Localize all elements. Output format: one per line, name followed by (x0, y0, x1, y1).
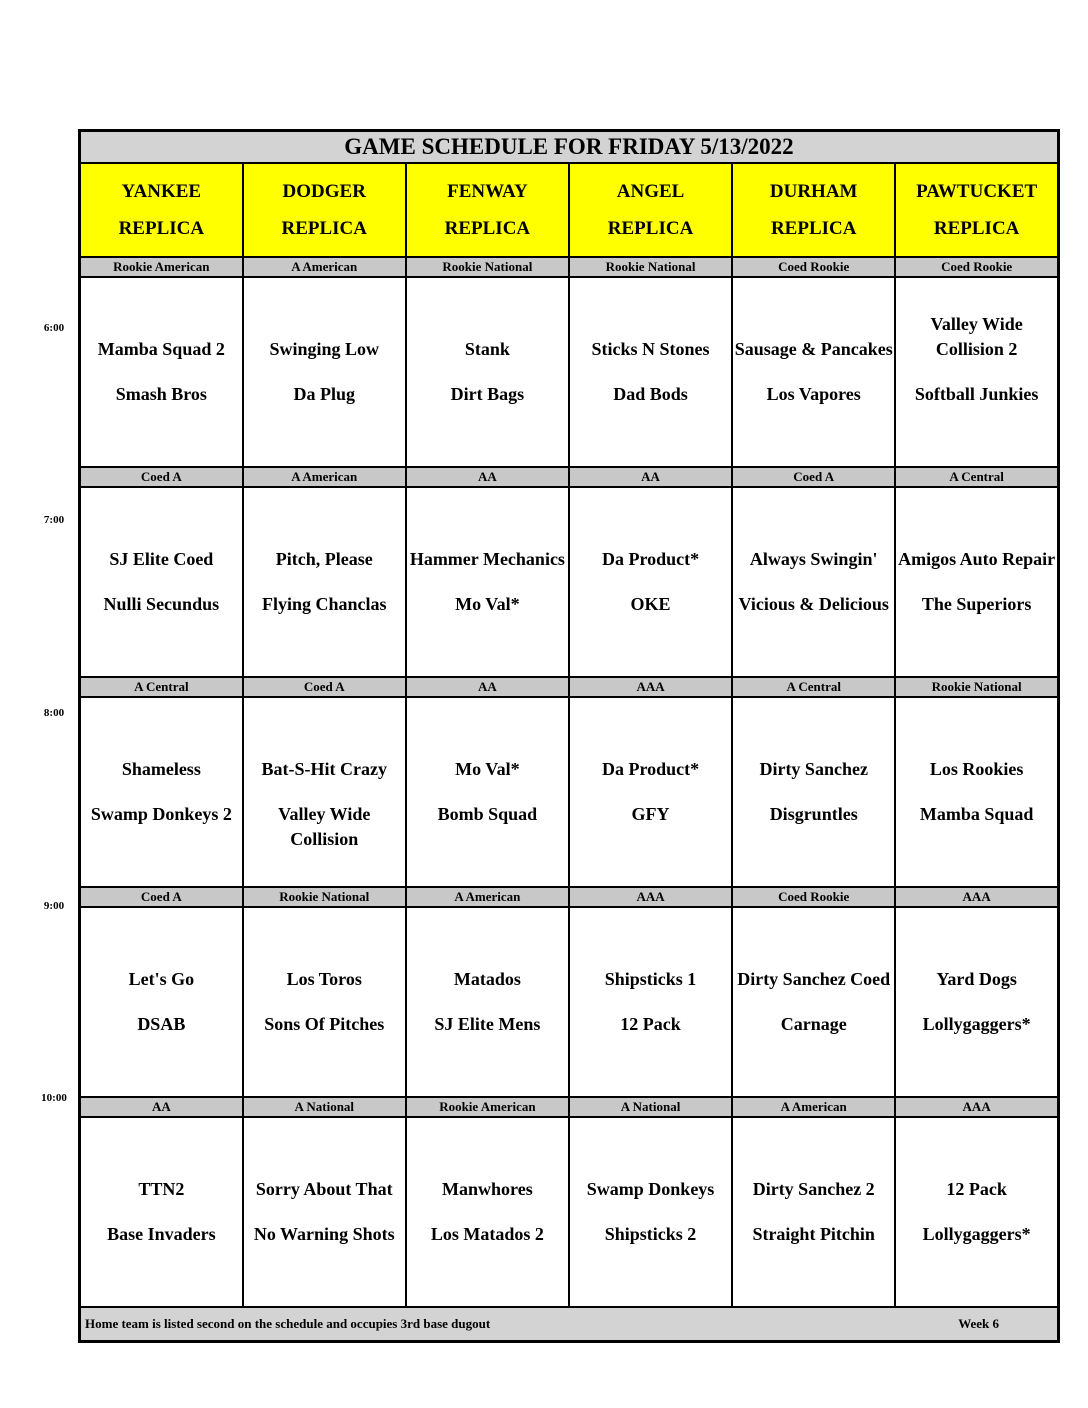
away-team: Swinging Low (243, 277, 406, 382)
away-team-row (80, 487, 1059, 592)
division-label: Coed A (80, 887, 243, 907)
away-team: Mamba Squad 2 (80, 277, 243, 382)
away-team: Mo Val* (406, 697, 569, 802)
home-team: Sons Of Pitches (243, 1012, 406, 1097)
division-row (80, 467, 1059, 487)
field-name: PAWTUCKET (916, 181, 1038, 202)
away-team-row (80, 277, 1059, 382)
field-name: YANKEE (121, 181, 202, 202)
away-team: Hammer Mechanics (406, 487, 569, 592)
home-team: Dad Bods (569, 382, 732, 467)
division-label: AA (406, 677, 569, 697)
away-team: Let's Go (80, 907, 243, 1012)
division-row (80, 677, 1059, 697)
division-label: Coed Rookie (732, 887, 895, 907)
footer-row (80, 1307, 1059, 1342)
away-team: Manwhores (406, 1117, 569, 1222)
footer-note: Home team is listed second on the schedule and occupies 3rd base dugout (85, 1316, 491, 1331)
away-team: Stank (406, 277, 569, 382)
division-label: AAA (569, 677, 732, 697)
away-team: Swamp Donkeys (569, 1117, 732, 1222)
division-label: A Central (732, 677, 895, 697)
division-label: Coed A (732, 467, 895, 487)
away-team: Bat-S-Hit Crazy (243, 697, 406, 802)
home-team: Swamp Donkeys 2 (80, 802, 243, 887)
home-team-row (80, 592, 1059, 677)
away-team: Shipsticks 1 (569, 907, 732, 1012)
division-label: AAA (895, 1097, 1058, 1117)
away-team: Matados (406, 907, 569, 1012)
away-team: Los Rookies (895, 697, 1058, 802)
field-subtitle: REPLICA (770, 218, 857, 239)
division-label: A American (406, 887, 569, 907)
field-subtitle: REPLICA (281, 218, 367, 239)
home-team: 12 Pack (569, 1012, 732, 1097)
field-subtitle: REPLICA (933, 218, 1020, 239)
time-label: 7:00 (43, 514, 65, 526)
field-name: DODGER (282, 181, 366, 202)
time-label: 9:00 (43, 900, 65, 912)
division-row (80, 257, 1059, 277)
away-team-row (80, 907, 1059, 1012)
home-team: Mo Val* (406, 592, 569, 677)
home-team: Los Vapores (732, 382, 895, 467)
division-label: Coed Rookie (895, 257, 1058, 277)
home-team: Bomb Squad (406, 802, 569, 887)
away-team: Shameless (80, 697, 243, 802)
page-title: GAME SCHEDULE FOR FRIDAY 5/13/2022 (80, 131, 1059, 164)
field-header-fenway (406, 163, 569, 257)
away-team: Sorry About That (243, 1117, 406, 1222)
division-label: Rookie American (406, 1097, 569, 1117)
home-team-row (80, 1012, 1059, 1097)
home-team: The Superiors (895, 592, 1058, 677)
home-team: GFY (569, 802, 732, 887)
home-team: Lollygaggers* (895, 1012, 1058, 1097)
time-label: 6:00 (43, 322, 65, 334)
home-team: Lollygaggers* (895, 1222, 1058, 1307)
home-team: Carnage (732, 1012, 895, 1097)
home-team: No Warning Shots (243, 1222, 406, 1307)
away-team: Sausage & Pancakes (732, 277, 895, 382)
home-team: Disgruntles (732, 802, 895, 887)
division-label: A National (569, 1097, 732, 1117)
away-team-row (80, 697, 1059, 802)
away-team: Always Swingin' (732, 487, 895, 592)
away-team: Amigos Auto Repair (895, 487, 1058, 592)
away-team: Valley Wide Collision 2 (895, 277, 1058, 382)
division-row (80, 887, 1059, 907)
home-team: Mamba Squad (895, 802, 1058, 887)
away-team-row (80, 1117, 1059, 1222)
division-label: AA (406, 467, 569, 487)
division-label: Rookie National (895, 677, 1058, 697)
field-subtitle: REPLICA (118, 218, 205, 239)
home-team-row (80, 382, 1059, 467)
division-label: Coed A (243, 677, 406, 697)
footer (80, 1307, 1059, 1342)
time-column (0, 0, 78, 1408)
home-team: Smash Bros (80, 382, 243, 467)
field-subtitle: REPLICA (607, 218, 694, 239)
home-team: Vicious & Delicious (732, 592, 895, 677)
division-label: A National (243, 1097, 406, 1117)
away-team: Pitch, Please (243, 487, 406, 592)
away-team: Dirty Sanchez 2 (732, 1117, 895, 1222)
away-team: Da Product* (569, 487, 732, 592)
away-team: Da Product* (569, 697, 732, 802)
away-team: Sticks N Stones (569, 277, 732, 382)
field-header-durham (732, 163, 895, 257)
home-team: OKE (569, 592, 732, 677)
week-label: Week 6 (958, 1316, 999, 1331)
division-label: Rookie National (406, 257, 569, 277)
home-team: Flying Chanclas (243, 592, 406, 677)
away-team: Los Toros (243, 907, 406, 1012)
home-team: Straight Pitchin (732, 1222, 895, 1307)
division-label: Rookie National (569, 257, 732, 277)
home-team: SJ Elite Mens (406, 1012, 569, 1097)
field-name: DURHAM (769, 181, 858, 202)
home-team: DSAB (80, 1012, 243, 1097)
home-team: Dirt Bags (406, 382, 569, 467)
away-team: Dirty Sanchez Coed (732, 907, 895, 1012)
away-team: Yard Dogs (895, 907, 1058, 1012)
time-label: 10:00 (41, 1092, 67, 1104)
field-header-pawtucket (895, 163, 1058, 257)
time-label: 8:00 (43, 707, 65, 719)
division-row (80, 1097, 1059, 1117)
home-team: Shipsticks 2 (569, 1222, 732, 1307)
field-name: FENWAY (447, 181, 528, 202)
division-label: Coed A (80, 467, 243, 487)
home-team: Da Plug (243, 382, 406, 467)
schedule-table (78, 129, 1060, 1343)
away-team: 12 Pack (895, 1117, 1058, 1222)
division-label: A American (243, 257, 406, 277)
field-subtitle: REPLICA (444, 218, 531, 239)
field-header-yankee (80, 163, 243, 257)
division-label: Rookie National (243, 887, 406, 907)
home-team: Los Matados 2 (406, 1222, 569, 1307)
home-team-row (80, 1222, 1059, 1307)
field-name: ANGEL (616, 181, 685, 202)
away-team: Dirty Sanchez (732, 697, 895, 802)
field-header-dodger (243, 163, 406, 257)
field-header-angel (569, 163, 732, 257)
division-label: AAA (895, 887, 1058, 907)
home-team: Valley Wide Collision (243, 802, 406, 887)
division-label: AAA (569, 887, 732, 907)
field-header-row (80, 163, 1059, 257)
division-label: A American (243, 467, 406, 487)
division-label: AA (569, 467, 732, 487)
home-team: Base Invaders (80, 1222, 243, 1307)
division-label: AA (80, 1097, 243, 1117)
division-label: A American (732, 1097, 895, 1117)
home-team: Softball Junkies (895, 382, 1058, 467)
division-label: A Central (80, 677, 243, 697)
home-team-row (80, 802, 1059, 887)
away-team: TTN2 (80, 1117, 243, 1222)
away-team: SJ Elite Coed (80, 487, 243, 592)
home-team: Nulli Secundus (80, 592, 243, 677)
division-label: Rookie American (80, 257, 243, 277)
division-label: Coed Rookie (732, 257, 895, 277)
division-label: A Central (895, 467, 1058, 487)
